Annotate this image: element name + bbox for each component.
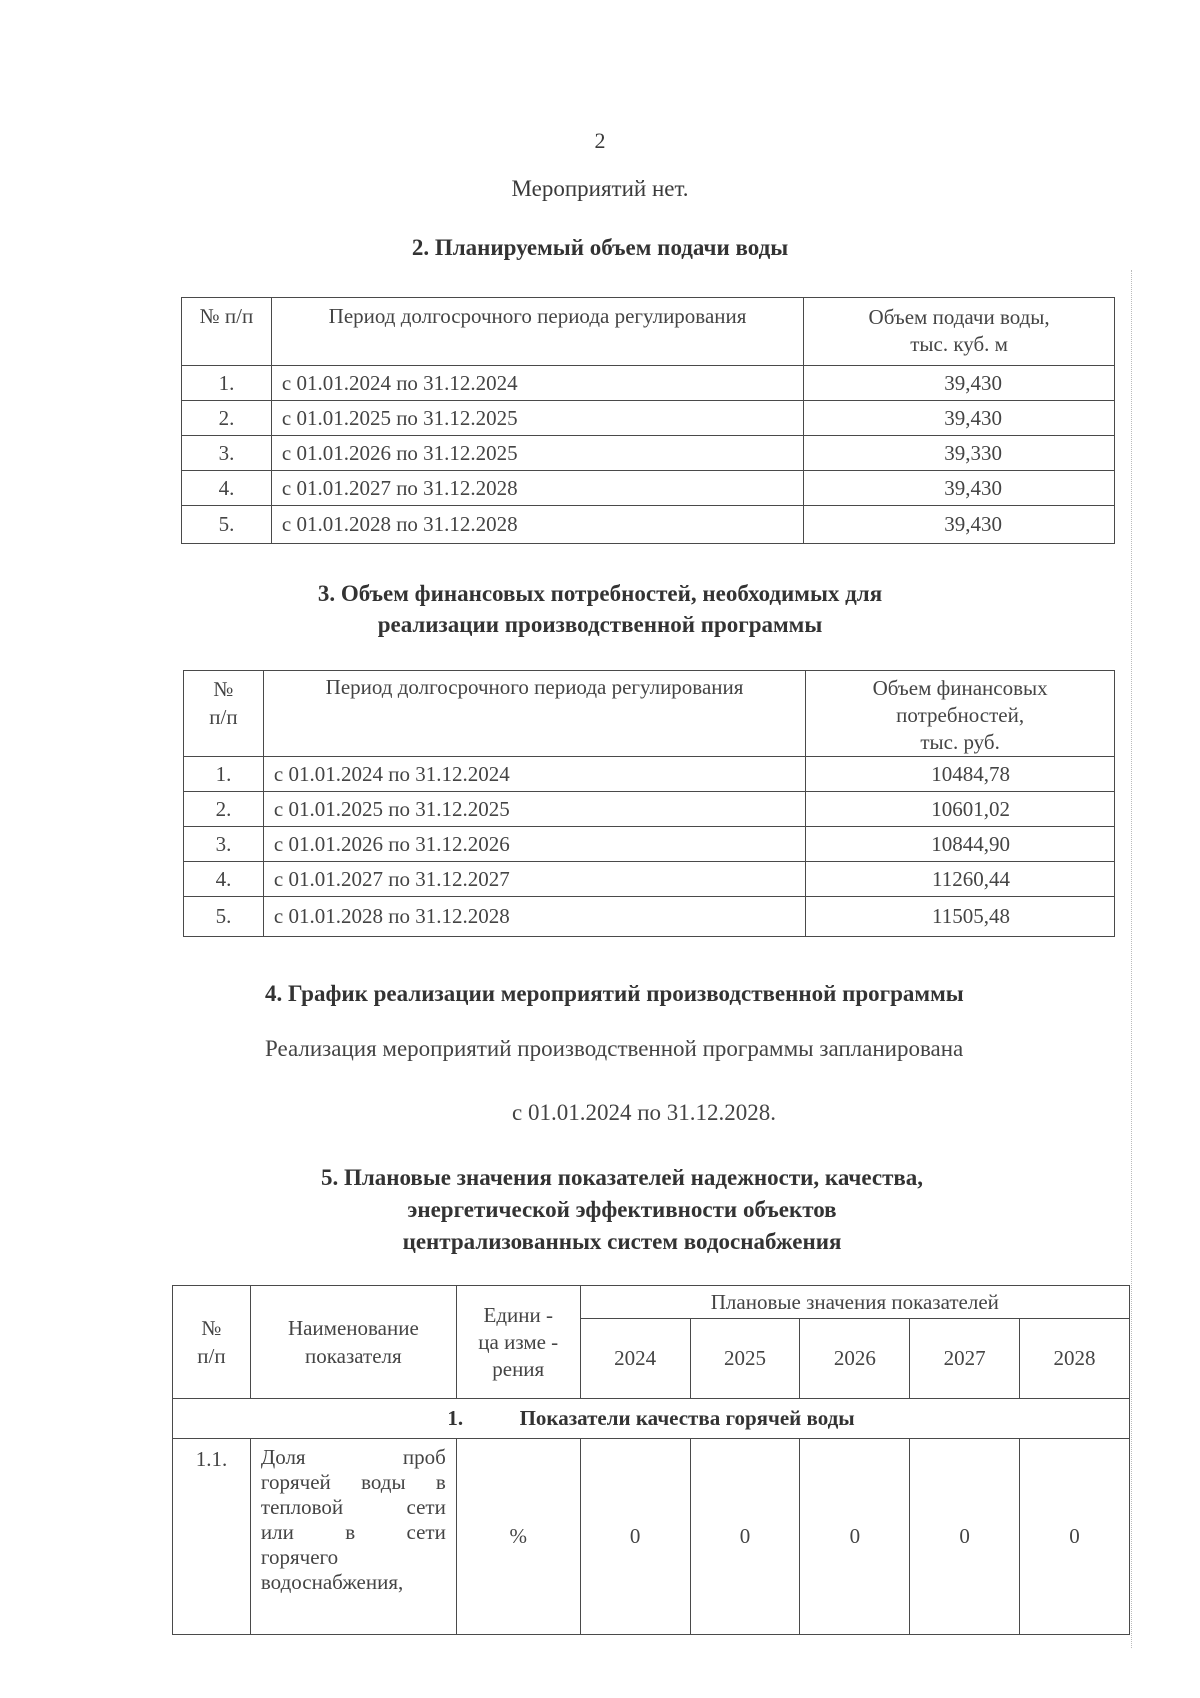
group-row [173,1399,1130,1439]
water-supply-table [181,297,1115,544]
row-value-2028: 0 [1020,1439,1130,1635]
header-finance-line2: потребностей, [896,703,1025,727]
row-value-2027: 0 [910,1439,1020,1635]
section4-text-line2: с 01.01.2024 по 31.12.2028. [511,1100,777,1125]
table-row [182,506,1115,544]
row-value: 39,330 [804,436,1115,471]
row-period: с 01.01.2026 по 31.12.2025 [271,436,803,471]
section5-title-line2: энергетической эффективности объектов [407,1197,837,1222]
financial-needs-table [183,670,1115,937]
header-unit-line1: Едини - [483,1302,553,1327]
row-value: 10601,02 [806,792,1115,827]
row-number: 5. [184,897,264,937]
row-number: 2. [184,792,264,827]
header-period: Период долгосрочного периода регулирования [263,671,805,757]
header-number-line2: п/п [197,1344,226,1368]
row-period: с 01.01.2028 по 31.12.2028 [263,897,805,937]
table-header-row [182,298,1115,366]
section4-text-line1: Реализация мероприятий производственной программы запланирована [265,1036,964,1061]
row-number: 2. [182,401,272,436]
row-value: 39,430 [804,471,1115,506]
table-row [173,1439,1130,1635]
row-value: 39,430 [804,506,1115,544]
header-unit [456,1286,580,1399]
row-period: с 01.01.2028 по 31.12.2028 [271,506,803,544]
table-header-row [184,671,1115,757]
header-year: 2028 [1020,1319,1130,1399]
header-number-line1: № [213,677,234,701]
table-row [184,862,1115,897]
header-volume-line1: Объем подачи воды, [868,305,1050,329]
indicator-name-line: горячего [260,1545,339,1569]
section5-title [22,1162,1200,1258]
scan-edge-line [1131,270,1132,1648]
indicators-table [172,1285,1130,1635]
row-indicator-name [250,1439,456,1635]
table-row [182,436,1115,471]
row-period: с 01.01.2024 по 31.12.2024 [271,366,803,401]
row-number: 1. [184,757,264,792]
row-value: 11260,44 [806,862,1115,897]
table-row [182,401,1115,436]
header-finance [806,671,1115,757]
table-row [184,757,1115,792]
row-period: с 01.01.2026 по 31.12.2026 [263,827,805,862]
header-number [173,1286,251,1399]
table-row [184,792,1115,827]
row-period: с 01.01.2025 по 31.12.2025 [271,401,803,436]
row-number: 4. [184,862,264,897]
table-row [184,827,1115,862]
row-period: с 01.01.2027 по 31.12.2028 [271,471,803,506]
indicator-name-line: горячей воды в [260,1470,446,1494]
header-name-line2: показателя [305,1344,402,1368]
header-plan-values: Плановые значения показателей [580,1286,1129,1319]
header-volume [804,298,1115,366]
header-finance-line3: тыс. руб. [920,730,1000,754]
header-year: 2027 [910,1319,1020,1399]
header-year: 2026 [800,1319,910,1399]
row-number: 1. [182,366,272,401]
row-value: 10844,90 [806,827,1115,862]
page-number: 2 [594,128,606,153]
row-value: 11505,48 [806,897,1115,937]
row-value: 39,430 [804,401,1115,436]
section3-title-line1: 3. Объем финансовых потребностей, необходимых для [317,581,883,606]
indicator-name-line: тепловой сети [260,1495,446,1519]
row-value-2025: 0 [690,1439,800,1635]
no-measures-text: Мероприятий нет. [511,176,689,201]
header-number: № п/п [182,298,272,366]
row-period: с 01.01.2025 по 31.12.2025 [263,792,805,827]
row-period: с 01.01.2027 по 31.12.2027 [263,862,805,897]
indicator-name-line: водоснабжения, [260,1570,404,1594]
header-period: Период долгосрочного периода регулирования [271,298,803,366]
table-header-row [173,1286,1130,1319]
table-row [184,897,1115,937]
header-year: 2025 [690,1319,800,1399]
row-value-2026: 0 [800,1439,910,1635]
header-indicator-name [250,1286,456,1399]
row-value-2024: 0 [580,1439,690,1635]
indicator-name-line: или в сети [260,1520,446,1544]
group-number: 1. [447,1406,464,1430]
header-name-line1: Наименование [287,1316,419,1340]
row-number: 4. [182,471,272,506]
header-number-line2: п/п [209,705,238,729]
header-unit-line2: ца изме - [478,1329,559,1354]
row-unit: % [456,1439,580,1635]
section5-title-line1: 5. Плановые значения показателей надежности, качества, [320,1165,924,1190]
row-value: 39,430 [804,366,1115,401]
row-number: 5. [182,506,272,544]
section2-title: 2. Планируемый объем подачи воды [411,235,789,260]
row-number: 1.1. [173,1439,251,1635]
section3-title [0,578,1200,640]
row-number: 3. [182,436,272,471]
indicator-name-line: Доля проб [260,1445,446,1469]
table-row [182,471,1115,506]
header-number-line1: № [201,1316,222,1340]
row-number: 3. [184,827,264,862]
header-finance-line1: Объем финансовых [872,676,1048,700]
row-value: 10484,78 [806,757,1115,792]
table-row [182,366,1115,401]
section5-title-line3: централизованных систем водоснабжения [402,1229,842,1254]
header-number [184,671,264,757]
header-unit-line3: рения [492,1356,545,1381]
group-label: Показатели качества горячей воды [519,1406,855,1430]
group-header [173,1399,1130,1439]
row-period: с 01.01.2024 по 31.12.2024 [263,757,805,792]
section3-title-line2: реализации производственной программы [377,612,823,637]
header-volume-line2: тыс. куб. м [910,332,1008,356]
section4-title: 4. График реализации мероприятий производственной программы [265,981,964,1006]
header-year: 2024 [580,1319,690,1399]
